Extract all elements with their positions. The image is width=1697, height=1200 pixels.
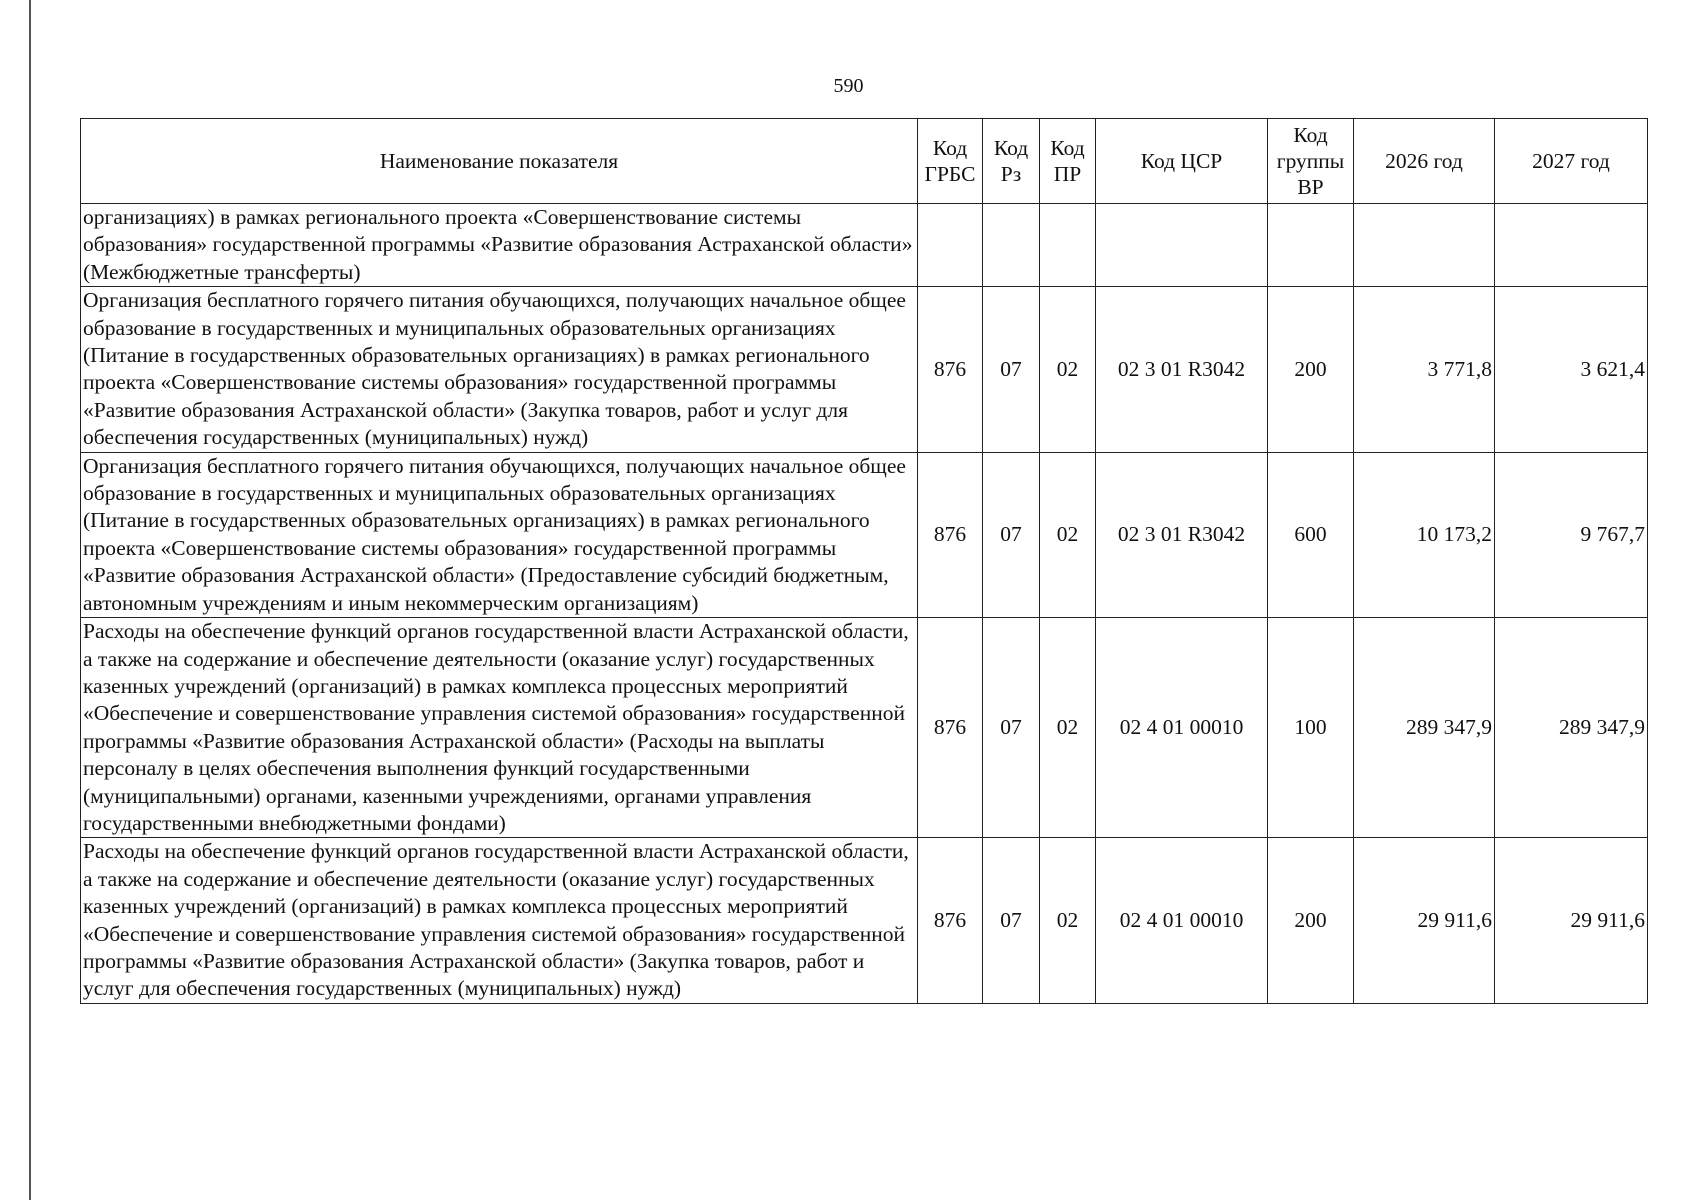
cell-rz: 07: [983, 618, 1040, 838]
cell-2026: [1354, 204, 1495, 287]
cell-csr: 02 4 01 00010: [1096, 618, 1268, 838]
cell-2027: 289 347,9: [1495, 618, 1648, 838]
budget-table: [80, 118, 1648, 1004]
cell-csr: 02 3 01 R3042: [1096, 287, 1268, 452]
cell-2026: 29 911,6: [1354, 838, 1495, 1003]
table-row: [81, 452, 1648, 617]
binding-edge-line: [29, 0, 31, 1200]
cell-2026: 3 771,8: [1354, 287, 1495, 452]
header-csr: Код ЦСР: [1096, 119, 1268, 204]
cell-grbs: 876: [918, 618, 983, 838]
cell-grbs: 876: [918, 452, 983, 617]
cell-vr: 600: [1268, 452, 1354, 617]
header-pr-line2: ПР: [1053, 162, 1082, 186]
header-grbs-line2: ГРБС: [924, 162, 976, 186]
header-rz-line1: Код: [993, 136, 1029, 160]
cell-name: Организация бесплатного горячего питания обучающихся, получающих начальное общее образование в государственных и муниципальных образовательных организациях (Питание в государственных образовательных организациях) в рамках регионального проекта «Совершенствование системы образования» государственной программы «Развитие образования Астраханской области» (Предоставление субсидий бюджетным, автономным учреждениям и иным некоммерческим организациям): [81, 452, 918, 617]
header-rz: [983, 119, 1040, 204]
table-row: [81, 618, 1648, 838]
cell-rz: 07: [983, 452, 1040, 617]
cell-vr: 200: [1268, 838, 1354, 1003]
cell-grbs: [918, 204, 983, 287]
cell-rz: [983, 204, 1040, 287]
header-vr-line3: ВР: [1297, 175, 1324, 199]
header-2026: 2026 год: [1354, 119, 1495, 204]
cell-rz: 07: [983, 287, 1040, 452]
header-2027: 2027 год: [1495, 119, 1648, 204]
cell-pr: 02: [1040, 287, 1096, 452]
cell-pr: 02: [1040, 838, 1096, 1003]
cell-2027: 3 621,4: [1495, 287, 1648, 452]
header-rz-line2: Рз: [1000, 162, 1022, 186]
cell-grbs: 876: [918, 838, 983, 1003]
cell-rz: 07: [983, 838, 1040, 1003]
header-grbs: [918, 119, 983, 204]
cell-grbs: 876: [918, 287, 983, 452]
table-header-row: [81, 119, 1648, 204]
cell-pr: 02: [1040, 452, 1096, 617]
table-row: [81, 287, 1648, 452]
cell-csr: 02 4 01 00010: [1096, 838, 1268, 1003]
cell-vr: 100: [1268, 618, 1354, 838]
header-vr-line2: группы: [1276, 149, 1345, 173]
header-name: Наименование показателя: [81, 119, 918, 204]
cell-pr: 02: [1040, 618, 1096, 838]
header-pr: [1040, 119, 1096, 204]
table-row: [81, 838, 1648, 1003]
table-row: [81, 204, 1648, 287]
cell-name: Расходы на обеспечение функций органов государственной власти Астраханской области, а также на содержание и обеспечение деятельности (оказание услуг) государственных казенных учреждений (организаций) в рамках комплекса процессных мероприятий «Обеспечение и совершенствование управления системой образования» государственной программы «Развитие образования Астраханской области» (Расходы на выплаты персоналу в целях обеспечения выполнения функций государственными (муниципальными) органами, казенными учреждениями, органами управления государственными внебюджетными фондами): [81, 618, 918, 838]
cell-csr: 02 3 01 R3042: [1096, 452, 1268, 617]
cell-vr: [1268, 204, 1354, 287]
cell-2027: 9 767,7: [1495, 452, 1648, 617]
cell-pr: [1040, 204, 1096, 287]
cell-2027: [1495, 204, 1648, 287]
cell-name: организациях) в рамках регионального проекта «Совершенствование системы образования» государственной программы «Развитие образования Астраханской области» (Межбюджетные трансферты): [81, 204, 918, 287]
cell-2026: 10 173,2: [1354, 452, 1495, 617]
cell-vr: 200: [1268, 287, 1354, 452]
cell-name: Организация бесплатного горячего питания обучающихся, получающих начальное общее образование в государственных и муниципальных образовательных организациях (Питание в государственных образовательных организациях) в рамках регионального проекта «Совершенствование системы образования» государственной программы «Развитие образования Астраханской области» (Закупка товаров, работ и услуг для обеспечения государственных (муниципальных) нужд): [81, 287, 918, 452]
cell-2026: 289 347,9: [1354, 618, 1495, 838]
cell-name: Расходы на обеспечение функций органов государственной власти Астраханской области, а также на содержание и обеспечение деятельности (оказание услуг) государственных казенных учреждений (организаций) в рамках комплекса процессных мероприятий «Обеспечение и совершенствование управления системой образования» государственной программы «Развитие образования Астраханской области» (Закупка товаров, работ и услуг для обеспечения государственных (муниципальных) нужд): [81, 838, 918, 1003]
cell-2027: 29 911,6: [1495, 838, 1648, 1003]
header-vr: [1268, 119, 1354, 204]
header-grbs-line1: Код: [932, 136, 968, 160]
header-pr-line1: Код: [1050, 136, 1085, 160]
page-number: 590: [833, 75, 864, 97]
header-vr-line1: Код: [1293, 123, 1328, 147]
cell-csr: [1096, 204, 1268, 287]
